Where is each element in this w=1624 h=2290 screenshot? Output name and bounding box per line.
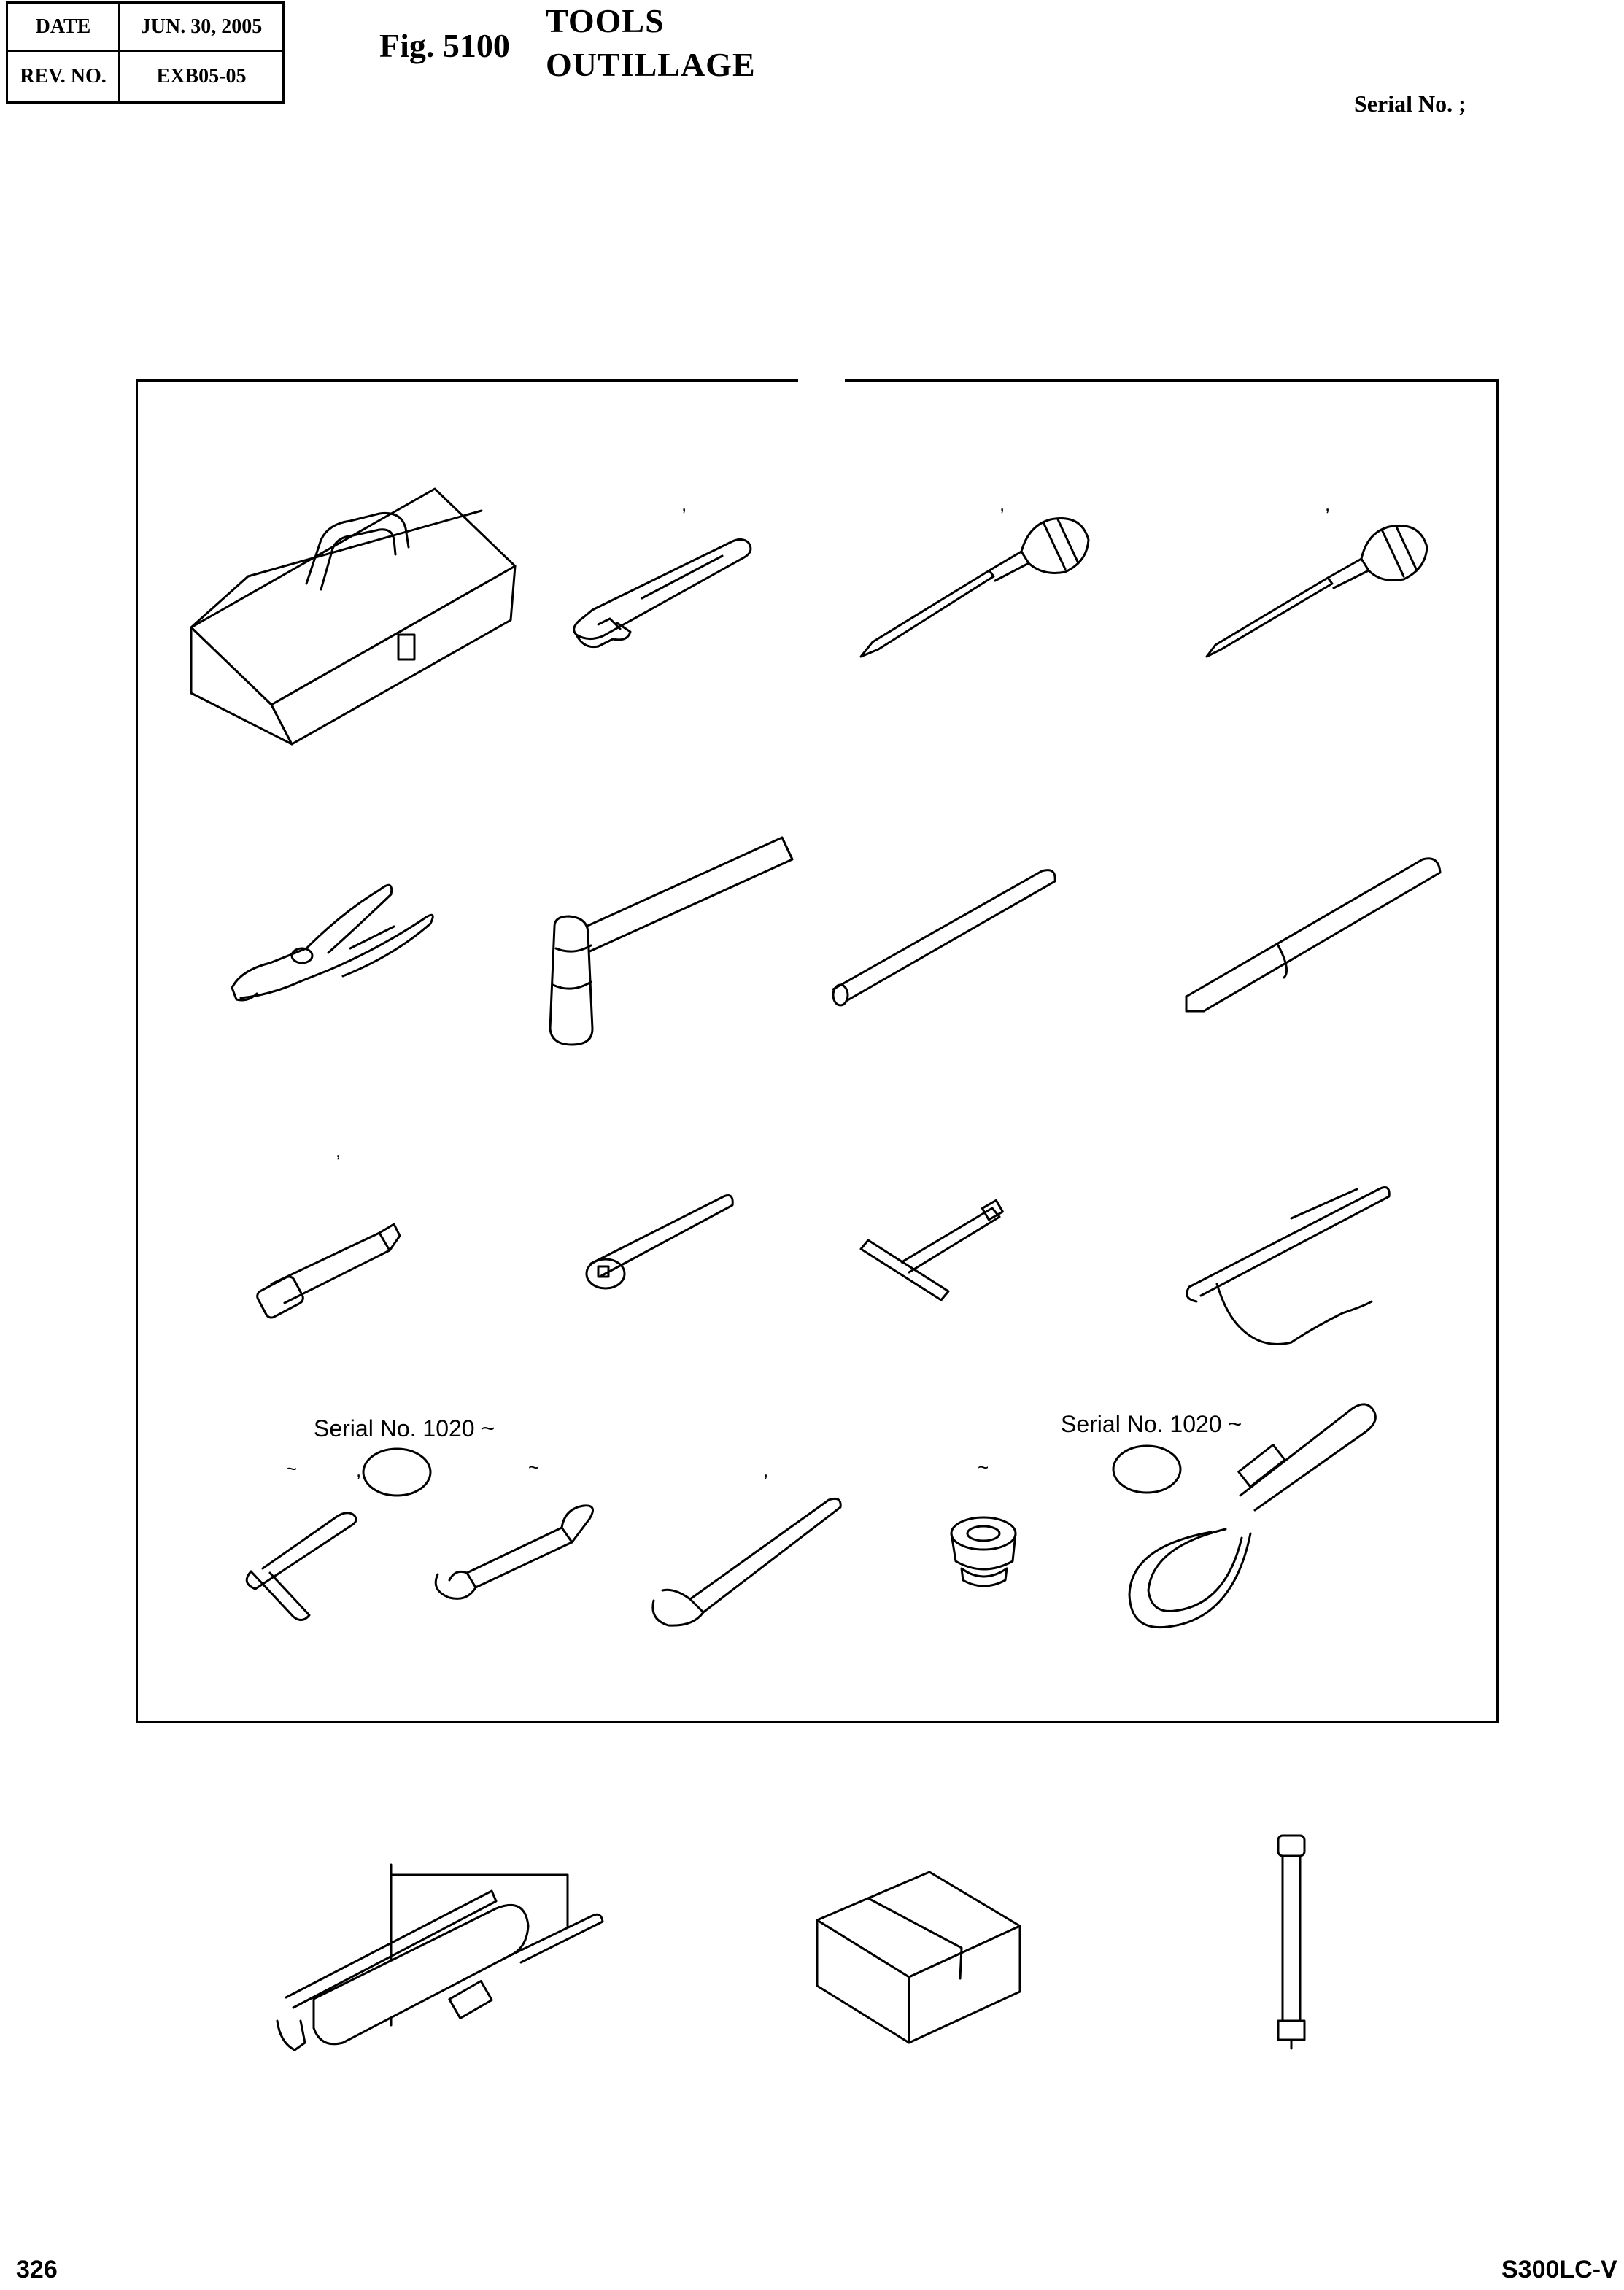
hammer-icon <box>550 838 792 1045</box>
tilde-mark: ~ <box>286 1458 298 1479</box>
flat-screwdriver-icon <box>861 519 1089 657</box>
model-code: S300LC-V <box>1501 2256 1617 2283</box>
single-open-wrench-icon <box>653 1498 840 1625</box>
comma-mark: , <box>336 1140 341 1161</box>
tilde-mark: ~ <box>978 1456 989 1478</box>
serial-note-right: Serial No. 1020 ~ <box>1061 1411 1242 1437</box>
date-label: DATE <box>8 4 120 52</box>
spline-socket-icon <box>951 1517 1016 1586</box>
chain-filter-wrench-icon <box>1187 1188 1390 1345</box>
callout-circle-left <box>363 1449 430 1496</box>
round-bar-icon <box>833 870 1055 1005</box>
comma-mark: , <box>763 1459 769 1481</box>
socket-extension-icon <box>255 1224 400 1320</box>
comma-mark: , <box>356 1459 362 1481</box>
socket-wrench-icon <box>587 1196 732 1289</box>
tilde-mark: ~ <box>528 1456 540 1478</box>
rev-value: EXB05-05 <box>156 65 247 88</box>
tool-box-icon <box>191 489 515 744</box>
pliers-icon <box>232 885 433 1000</box>
grease-gun-icon <box>277 1865 603 2050</box>
title-english: TOOLS <box>546 2 665 39</box>
serial-note-left: Serial No. 1020 ~ <box>314 1415 495 1442</box>
figure-number: Fig. 5100 <box>379 27 510 64</box>
band-filter-wrench-icon <box>1129 1404 1375 1628</box>
comma-mark: , <box>681 493 687 515</box>
comma-mark: , <box>999 493 1005 515</box>
title-french: OUTILLAGE <box>546 46 756 83</box>
extension-pipe-icon <box>1186 859 1440 1011</box>
phillips-screwdriver-icon <box>1207 526 1427 657</box>
callout-circle-right <box>1113 1446 1180 1493</box>
page-number: 326 <box>16 2256 58 2283</box>
t-handle-wrench-icon <box>861 1200 1002 1300</box>
parts-box-icon <box>817 1872 1020 2043</box>
comma-mark: , <box>1325 493 1331 515</box>
serial-label: Serial No. ; <box>1354 90 1466 117</box>
rev-label: REV. NO. <box>8 52 120 101</box>
date-value: JUN. 30, 2005 <box>120 4 282 52</box>
adjustable-wrench-icon <box>574 539 751 646</box>
grease-nozzle-rod-icon <box>1278 1836 1304 2049</box>
hex-key-icon <box>247 1513 356 1620</box>
double-open-wrench-icon <box>436 1506 592 1599</box>
